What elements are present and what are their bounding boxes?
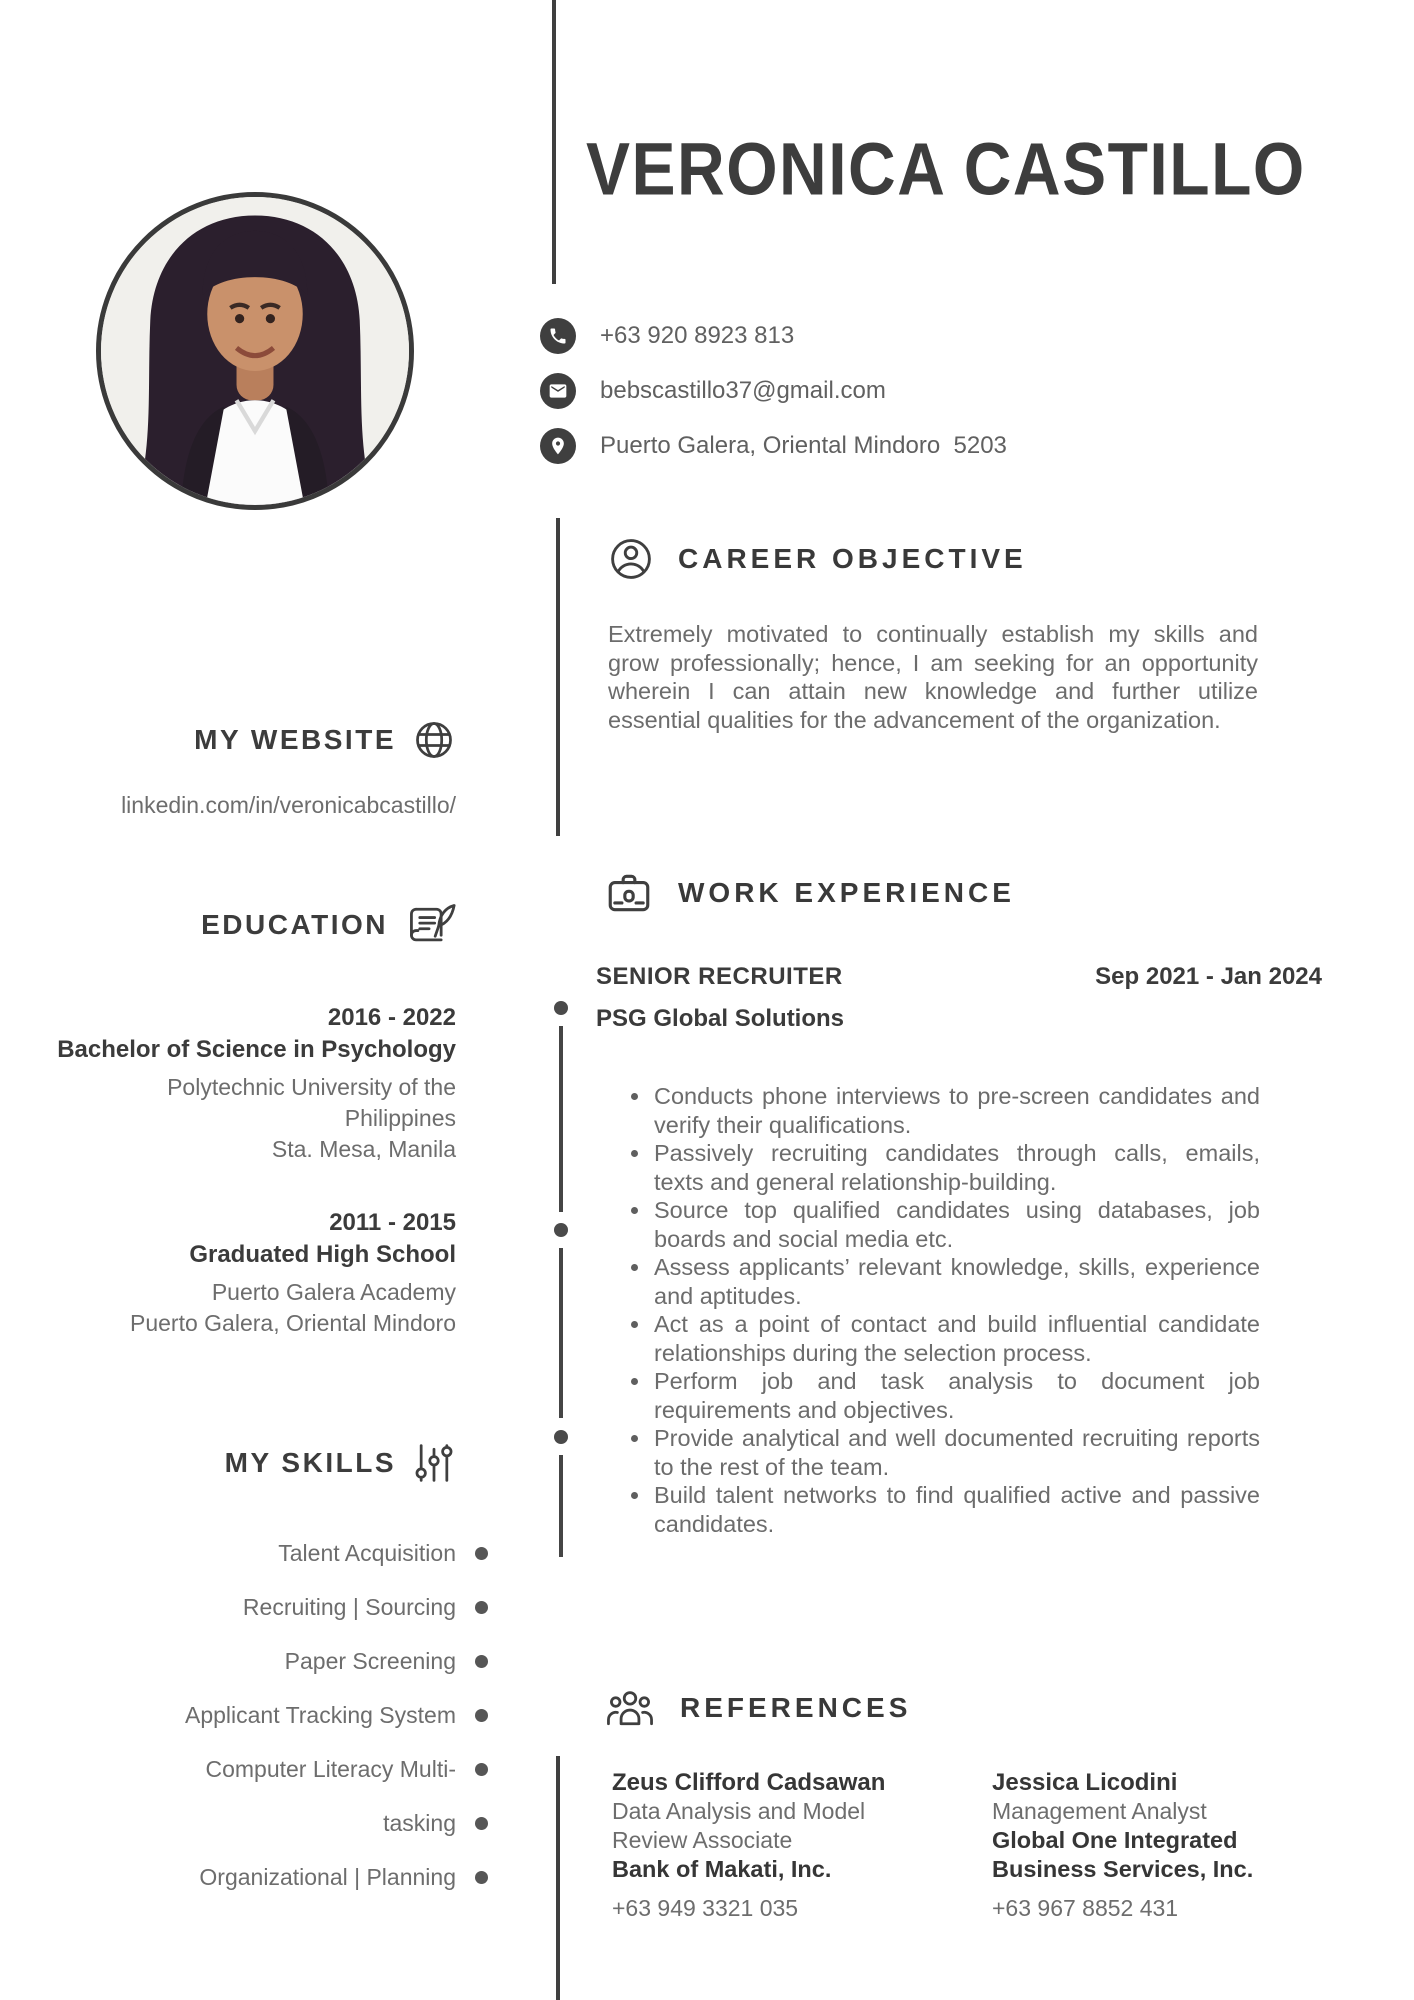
objective-text: Extremely motivated to continually establish my skills and grow professionally; hence, I am seeking for an opportunity wherein I can attain new knowledge and further utilize essential qualities for the advancement of the organization. xyxy=(608,621,1258,733)
reference-role: Data Analysis and Model Review Associate xyxy=(612,1798,866,1853)
portrait-illustration xyxy=(101,197,409,505)
reference-phone: +63 949 3321 035 xyxy=(612,1895,799,1921)
education-location: Sta. Mesa, Manila xyxy=(271,1136,456,1162)
skill-text: Computer Literacy Multi- xyxy=(205,1756,456,1782)
job-bullet: Provide analytical and well documented recruiting reports to the rest of the team. xyxy=(628,1424,1260,1481)
timeline-segment xyxy=(559,1248,563,1418)
skill-text: Applicant Tracking System xyxy=(184,1702,456,1728)
objective-divider-rule xyxy=(556,518,560,836)
skill-line xyxy=(38,1754,456,1784)
diploma-quill-icon xyxy=(404,901,456,949)
skill-bullet-dot xyxy=(475,1709,488,1722)
location-text: Puerto Galera, Oriental Mindoro 5203 xyxy=(600,432,1007,459)
job-dates: Sep 2021 - Jan 2024 xyxy=(1095,963,1322,990)
skills-section-heading xyxy=(38,1441,456,1485)
job-header xyxy=(596,963,1322,991)
sliders-icon xyxy=(412,1441,456,1485)
contact-block xyxy=(540,318,1007,483)
objective-section-heading xyxy=(608,536,1027,582)
contact-location-row xyxy=(540,428,1007,464)
education-location: Puerto Galera, Oriental Mindoro xyxy=(130,1310,456,1336)
education-degree: Bachelor of Science in Psychology xyxy=(57,1036,456,1063)
reference-company: Bank of Makati, Inc. xyxy=(612,1856,832,1882)
education-entry xyxy=(38,1002,456,1165)
skill-bullet-dot xyxy=(475,1871,488,1884)
references-section-heading xyxy=(604,1684,911,1732)
skills-list xyxy=(38,1538,456,1916)
education-school: Puerto Galera Academy xyxy=(211,1279,456,1305)
skill-bullet-dot xyxy=(475,1601,488,1614)
skill-line xyxy=(38,1700,456,1730)
education-title: EDUCATION xyxy=(201,909,388,940)
skill-bullet-dot xyxy=(475,1655,488,1668)
reference-role: Management Analyst xyxy=(992,1798,1207,1824)
timeline-segment xyxy=(559,1455,563,1557)
job-bullet: Perform job and task analysis to document job requirements and objectives. xyxy=(628,1367,1260,1424)
skill-line xyxy=(38,1862,456,1892)
education-degree: Graduated High School xyxy=(189,1241,456,1268)
education-dates: 2016 - 2022 xyxy=(327,1004,456,1031)
phone-icon xyxy=(540,318,576,354)
candidate-name: VERONICA CASTILLO xyxy=(586,127,1306,210)
skill-text: Recruiting | Sourcing xyxy=(242,1594,456,1620)
experience-section-heading xyxy=(604,868,1015,918)
email-address: bebscastillo37@gmail.com xyxy=(600,377,886,404)
objective-title: CAREER OBJECTIVE xyxy=(678,543,1027,574)
skill-text: Organizational | Planning xyxy=(199,1864,456,1890)
person-circle-icon xyxy=(608,536,654,582)
skill-line xyxy=(38,1538,456,1568)
website-url: linkedin.com/in/veronicabcastillo/ xyxy=(121,792,456,818)
skill-text: Talent Acquisition xyxy=(278,1540,456,1566)
contact-phone-row xyxy=(540,318,1007,354)
contact-email-row xyxy=(540,373,1007,409)
job-bullet: Passively recruiting candidates through calls, emails, texts and general relationship-building. xyxy=(628,1139,1260,1196)
reference-phone: +63 967 8852 431 xyxy=(992,1895,1179,1921)
reference-name: Zeus Clifford Cadsawan xyxy=(612,1769,886,1796)
job-bullet: Assess applicants’ relevant knowledge, skills, experience and aptitudes. xyxy=(628,1253,1260,1310)
education-entry xyxy=(38,1207,456,1339)
job-company: PSG Global Solutions xyxy=(596,1005,845,1032)
skill-line xyxy=(38,1592,456,1622)
globe-icon xyxy=(412,718,456,762)
reference-company: Global One Integrated Business Services, Inc. xyxy=(992,1827,1254,1882)
skill-bullet-dot xyxy=(475,1547,488,1560)
education-dates: 2011 - 2015 xyxy=(329,1209,456,1236)
job-bullet: Source top qualified candidates using databases, job boards and social media etc. xyxy=(628,1196,1260,1253)
skills-title: MY SKILLS xyxy=(224,1447,396,1478)
map-pin-icon xyxy=(540,428,576,464)
education-school: Polytechnic University of the Philippines xyxy=(167,1074,456,1131)
reference-card xyxy=(992,1768,1307,1923)
name-divider-rule xyxy=(552,0,556,284)
job-bullet-list xyxy=(628,1082,1260,1538)
people-group-icon xyxy=(604,1684,656,1732)
timeline-segment xyxy=(559,1026,563,1212)
reference-name: Jessica Licodini xyxy=(992,1769,1178,1796)
skill-line xyxy=(38,1808,456,1838)
briefcase-icon xyxy=(604,868,654,918)
skill-line xyxy=(38,1646,456,1676)
timeline-dot xyxy=(554,1001,568,1015)
website-section-heading xyxy=(38,718,456,762)
education-section-heading xyxy=(38,901,456,949)
skill-text: Paper Screening xyxy=(284,1648,456,1674)
reference-card xyxy=(612,1768,927,1923)
experience-title: WORK EXPERIENCE xyxy=(678,877,1015,908)
job-bullet: Build talent networks to find qualified active and passive candidates. xyxy=(628,1481,1260,1538)
job-bullet: Conducts phone interviews to pre-screen candidates and verify their qualifications. xyxy=(628,1082,1260,1139)
profile-photo xyxy=(96,192,414,510)
timeline-dot xyxy=(554,1430,568,1444)
email-icon xyxy=(540,373,576,409)
references-divider-rule xyxy=(556,1756,560,2000)
job-bullet: Act as a point of contact and build influential candidate relationships during the selection process. xyxy=(628,1310,1260,1367)
skill-bullet-dot xyxy=(475,1817,488,1830)
phone-number: +63 920 8923 813 xyxy=(600,322,795,349)
skill-text: tasking xyxy=(383,1810,456,1836)
website-title: MY WEBSITE xyxy=(194,724,396,755)
timeline-dot xyxy=(554,1223,568,1237)
job-role: SENIOR RECRUITER xyxy=(596,963,843,990)
skill-bullet-dot xyxy=(475,1763,488,1776)
references-title: REFERENCES xyxy=(680,1692,912,1723)
